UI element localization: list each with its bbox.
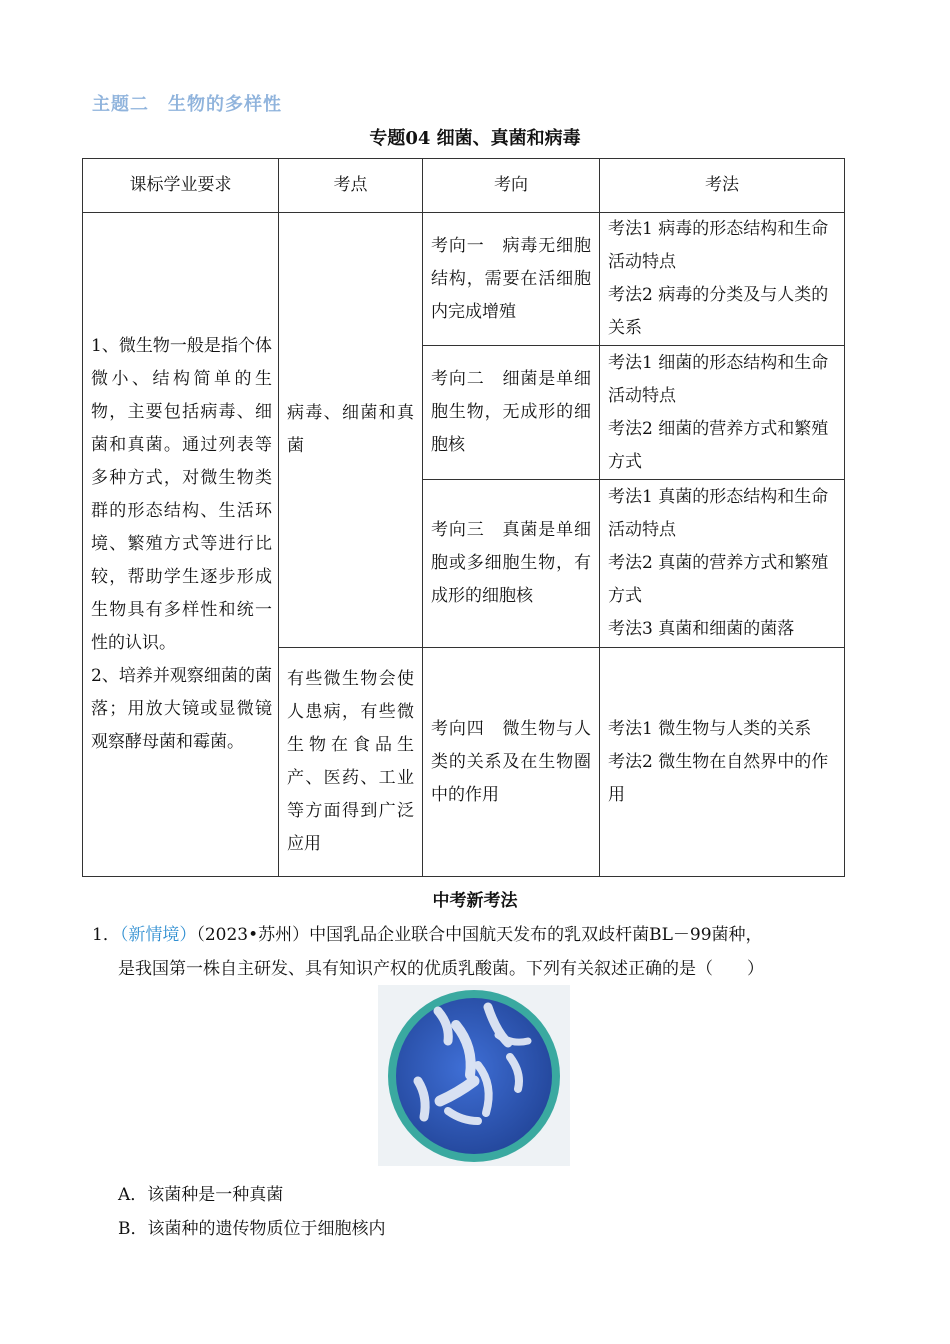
method-cell: 考法1 细菌的形态结构和生命活动特点 考法2 细菌的营养方式和繁殖方式 <box>600 346 845 480</box>
direction-cell: 考向三 真菌是单细胞或多细胞生物，有成形的细胞核 <box>423 480 600 648</box>
requirements-table <box>82 158 845 877</box>
method-cell: 考法1 病毒的形态结构和生命活动特点 考法2 病毒的分类及与人类的关系 <box>600 213 845 346</box>
direction-cell: 考向一 病毒无细胞结构，需要在活细胞内完成增殖 <box>423 213 600 346</box>
table-header-row <box>83 159 845 213</box>
table-row <box>83 213 845 346</box>
theme-title: 主题二 生物的多样性 <box>92 94 282 115</box>
header-cell: 考向 <box>423 159 600 213</box>
option-a: A．该菌种是一种真菌 <box>118 1185 284 1205</box>
header-cell: 考法 <box>600 159 845 213</box>
question-line-2: 是我国第一株自主研发、具有知识产权的优质乳酸菌。下列有关叙述正确的是（ ） <box>118 959 764 979</box>
header-cell: 考点 <box>279 159 423 213</box>
section-title: 中考新考法 <box>432 891 518 911</box>
header-cell: 课标学业要求 <box>83 159 279 213</box>
direction-cell: 考向四 微生物与人类的关系及在生物圈中的作用 <box>423 648 600 877</box>
requirement-cell: 1、微生物一般是指个体微小、结构简单的生物，主要包括病毒、细菌和真菌。通过列表等多种方式，对微生物类群的形态结构、生活环境、繁殖方式等进行比较，帮助学生逐步形成生物具有多样性和统一性的认识。 2、培养并观察细菌的菌落；用放大镜或显微镜观察酵母菌和霉菌。 <box>83 213 279 877</box>
method-cell: 考法1 真菌的形态结构和生命活动特点 考法2 真菌的营养方式和繁殖方式 考法3 真菌和细菌的菌落 <box>600 480 845 648</box>
bacteria-petri-dish-icon <box>378 985 570 1166</box>
topic-title: 专题04 细菌、真菌和病毒 <box>369 128 581 149</box>
option-b: B．该菌种的遗传物质位于细胞核内 <box>118 1219 386 1239</box>
question <box>92 918 862 986</box>
question-line-1: （2023•苏州）中国乳品企业联合中国航天发布的乳双歧杆菌BL－99菌种， <box>196 925 763 945</box>
method-cell: 考法1 微生物与人类的关系 考法2 微生物在自然界中的作用 <box>600 648 845 877</box>
point-cell: 有些微生物会使人患病，有些微生物在食品生产、医药、工业等方面得到广泛应用 <box>279 648 423 877</box>
bacteria-image <box>378 985 570 1166</box>
question-tag: （新情境） <box>119 925 197 945</box>
direction-cell: 考向二 细菌是单细胞生物，无成形的细胞核 <box>423 346 600 480</box>
point-cell: 病毒、细菌和真菌 <box>279 213 423 648</box>
question-number: 1． <box>92 925 120 945</box>
